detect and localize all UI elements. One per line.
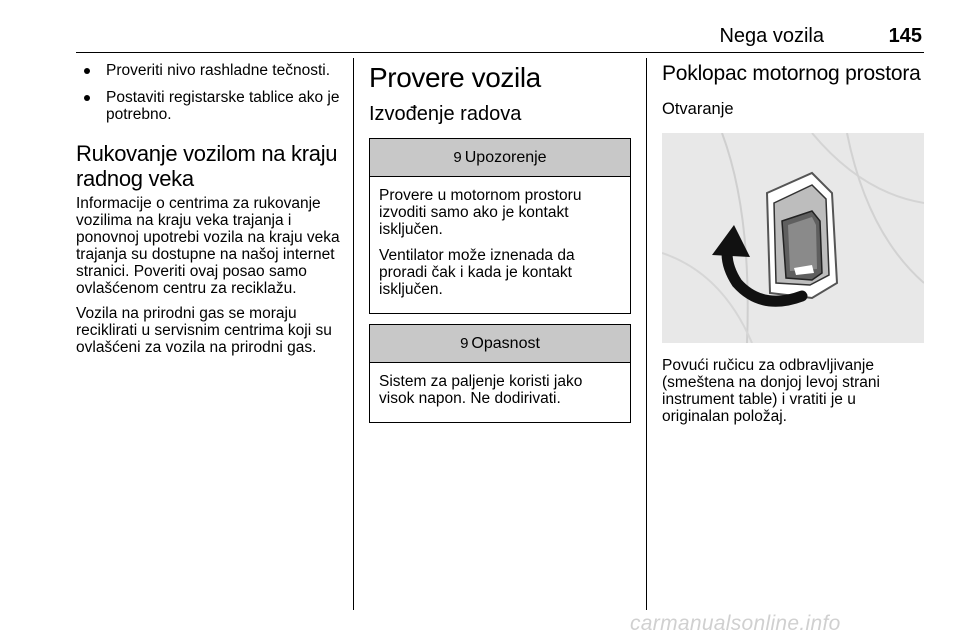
warning-text: Provere u motornom prostoru izvoditi samo ako je kontakt isključen. xyxy=(379,187,582,238)
warning-symbol-icon: 9 xyxy=(453,149,462,166)
page-header xyxy=(76,22,924,53)
subsection-title-opening: Otvaranje xyxy=(662,100,734,118)
hood-release-lever-icon xyxy=(662,133,924,343)
danger-box xyxy=(369,324,631,423)
warning-box-body xyxy=(370,177,630,313)
bullet-item xyxy=(76,89,340,123)
bullet-item xyxy=(76,62,340,79)
section-heading-end-of-life: Rukovanje vozilom na kraju radnog veka xyxy=(76,141,338,191)
warning-text: Ventilator može iznenada da proradi čak i kada je kontakt isključen. xyxy=(379,247,575,298)
bullet-list xyxy=(76,62,340,123)
column-divider-2 xyxy=(646,58,647,610)
instruction-paragraph: Povući ručicu za odbravljivanje (smeštena na donjoj levoj strani instrument table) i vratiti je u originalan položaj. xyxy=(662,357,880,425)
warning-box-header xyxy=(370,139,630,177)
danger-label: Opasnost xyxy=(471,334,540,352)
hood-release-figure xyxy=(662,133,924,343)
paragraph: Informacije o centrima za rukovanje vozilima na kraju veka trajanja i ponovnoj upotrebi vozila na kraju veka trajanja su dostupne na našoj internet stranici. Poveriti ovaj posao samo ovlašćenom centru za reciklažu. xyxy=(76,195,340,297)
danger-box-header xyxy=(370,325,630,363)
column-left xyxy=(76,62,340,364)
paragraph: Vozila na prirodni gas se moraju reciklirati u servisnim centrima koji su ovlašćeni za vozila na prirodni gas. xyxy=(76,305,332,356)
bullet-icon xyxy=(84,95,90,101)
bullet-text: Proveriti nivo rashladne tečnosti. xyxy=(106,62,331,79)
header-section-title: Nega vozila xyxy=(719,25,824,47)
column-divider-1 xyxy=(353,58,354,610)
danger-text: Sistem za paljenje koristi jako visok napon. Ne dodirivati. xyxy=(379,373,583,407)
watermark: carmanualsonline.info xyxy=(630,612,841,635)
section-title-hood: Poklopac motornog prostora xyxy=(662,62,921,85)
column-middle xyxy=(369,62,631,433)
column-right xyxy=(662,62,924,433)
bullet-text: Postaviti registarske tablice ako je potrebno. xyxy=(106,89,340,123)
bullet-icon xyxy=(84,68,90,74)
page-number: 145 xyxy=(888,25,922,47)
warning-label: Upozorenje xyxy=(464,148,547,166)
warning-box xyxy=(369,138,631,314)
section-subtitle: Izvođenje radova xyxy=(369,103,522,125)
chapter-title: Provere vozila xyxy=(369,62,541,93)
danger-box-body xyxy=(370,363,630,422)
danger-symbol-icon: 9 xyxy=(460,335,469,352)
